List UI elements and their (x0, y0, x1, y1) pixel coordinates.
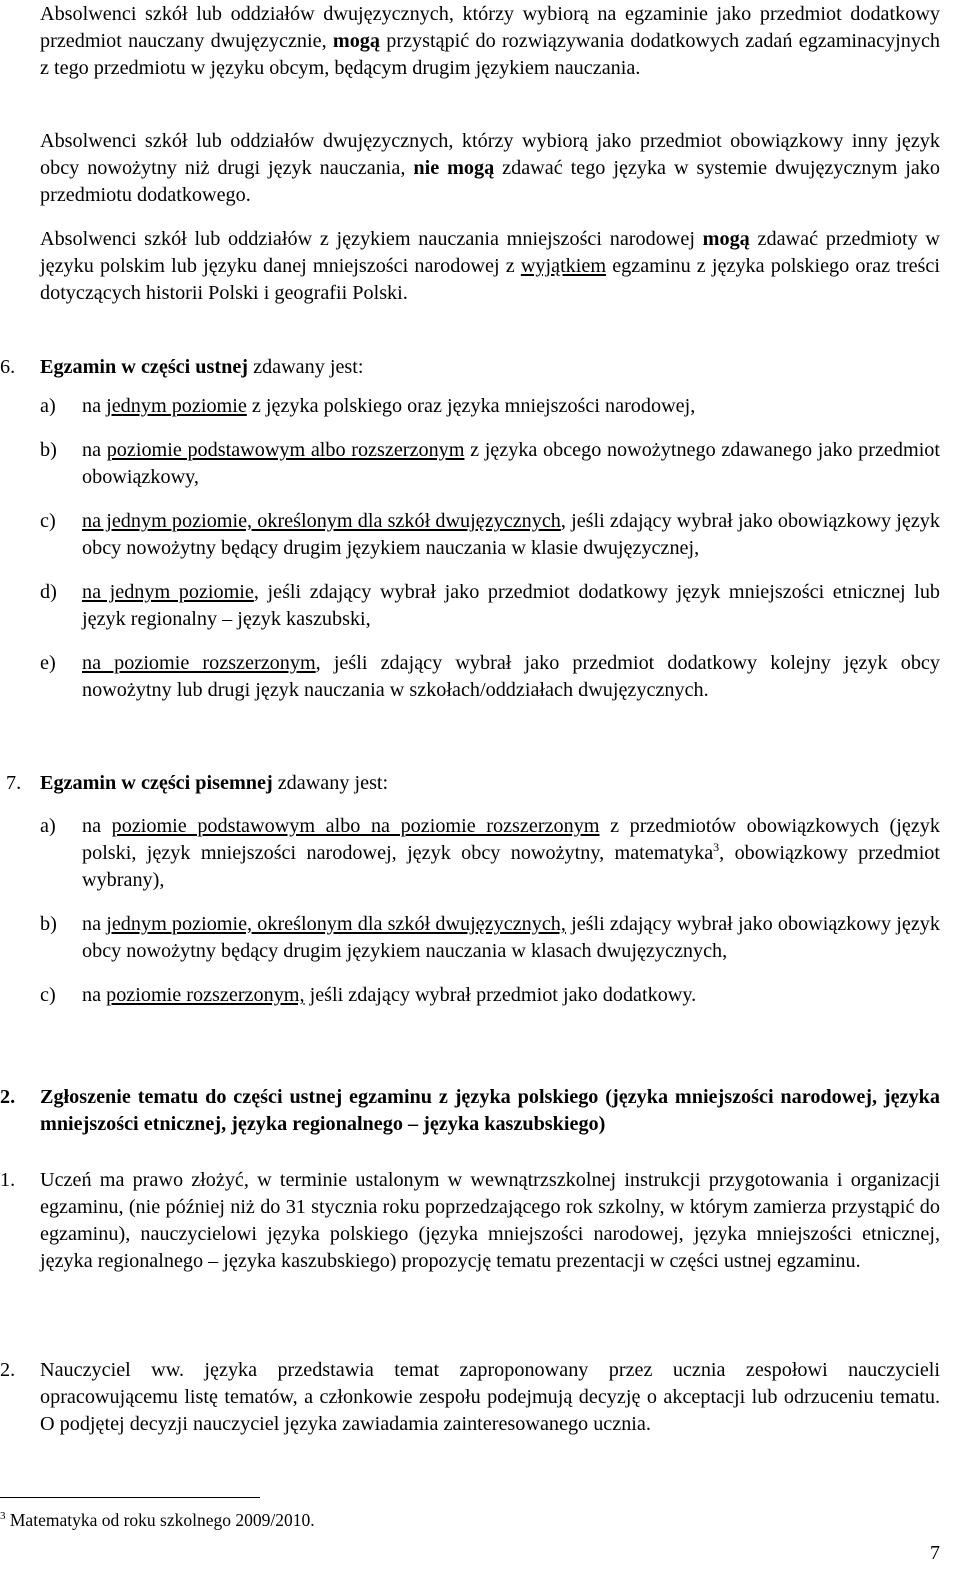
list-item: b) na poziomie podstawowym albo rozszerzonym z języka obcego nowożytnego zdawanego jako przedmiot obowiązkowy, (40, 439, 941, 488)
list-item: b) na jednym poziomie, określonym dla szkół dwujęzycznych, jeśli zdający wybrał jako obowiązkowy język obcy nowożytny będący drugim językiem nauczania w klasach dwujęzycznych, (40, 913, 940, 962)
paragraph-minority-schools: Absolwenci szkół lub oddziałów z językiem nauczania mniejszości narodowej mogą zdawać przedmioty w języku polskim lub języku danej mniejszości narodowej z wyjątkiem egzaminu z języka polskiego oraz treści dotyczących historii Polski i geografii Polski. (40, 228, 941, 304)
section-7-written-exam (6, 770, 941, 1026)
point-1: 1. Uczeń ma prawo złożyć, w terminie ustalonym w wewnątrzszkolnej instrukcji przygotowania i organizacji egzaminu, (nie później niż do 31 stycznia roku poprzedzającego rok szkolny, w którym zamierza przystąpić do egzaminu), nauczycielowi języka polskiego (języka mniejszości narodowej, języka mniejszości etnicznej, języka regionalnego – języka kaszubskiego) propozycję tematu prezentacji w części ustnej egzaminu. (0, 1169, 940, 1272)
list-item: e) na poziomie rozszerzonym, jeśli zdający wybrał jako przedmiot dodatkowy kolejny język obcy nowożytny lub drugi język nauczania w szkołach/oddziałach dwujęzycznych. (40, 652, 940, 701)
page-number: 7 (930, 1542, 940, 1564)
point-2: 2. Nauczyciel ww. języka przedstawia temat zaproponowany przez ucznia zespołowi nauczycieli opracowującemu listę tematów, a członkowie zespołu podejmują decyzję o akceptacji lub odrzuceniu tematu. O podjętej decyzji nauczyciel języka zawiadamia zainteresowanego ucznia. (0, 1359, 940, 1435)
list-item: a) na jednym poziomie z języka polskiego oraz języka mniejszości narodowej, (40, 395, 696, 417)
section-7-heading: 7. Egzamin w części pisemnej zdawany jest: (6, 772, 389, 794)
list-item: d) na jednym poziomie, jeśli zdający wybrał jako przedmiot dodatkowy język mniejszości etnicznej lub język regionalny – język kaszubski, (40, 581, 941, 630)
list-item: a) na poziomie podstawowym albo na poziomie rozszerzonym z przedmiotów obowiązkowych (język polski, język mniejszości narodowej, język obcy nowożytny, matematyka$^3$, obowiązkowy przedmiot wybrany), (40, 815, 941, 891)
section-6-oral-exam (0, 354, 941, 721)
footnote: $^3$ Matematyka od roku szkolnego 2009/2010. (0, 1510, 315, 1530)
section-6-heading: 6. Egzamin w części ustnej zdawany jest: (0, 356, 364, 378)
footnote-separator (0, 1497, 260, 1498)
paragraph-bilingual-mandatory: Absolwenci szkół lub oddziałów dwujęzycznych, którzy wybiorą jako przedmiot obowiązkowy inny język obcy nowożytny niż drugi język nauczania, nie mogą zdawać tego języka w systemie dwujęzycznym jako przedmiotu dodatkowego. (40, 130, 940, 206)
paragraph-bilingual-additional: Absolwenci szkół lub oddziałów dwujęzycznych, którzy wybiorą na egzaminie jako przedmiot dodatkowy przedmiot nauczany dwujęzycznie, mogą przystąpić do rozwiązywania dodatkowych zadań egzaminacyjnych z tego przedmiotu w języku obcym, będącym drugim językiem nauczania. (40, 3, 940, 79)
section-2-heading: 2. Zgłoszenie tematu do części ustnej egzaminu z języka polskiego (języka mniejszości narodowej, języka mniejszości etnicznej, języka regionalnego – języka kaszubskiego) (0, 1086, 940, 1135)
list-item: c) na jednym poziomie, określonym dla szkół dwujęzycznych, jeśli zdający wybrał jako obowiązkowy język obcy nowożytny będący drugim językiem nauczania w klasie dwujęzycznej, (40, 510, 940, 559)
list-item: c) na poziomie rozszerzonym, jeśli zdający wybrał przedmiot jako dodatkowy. (40, 984, 697, 1006)
